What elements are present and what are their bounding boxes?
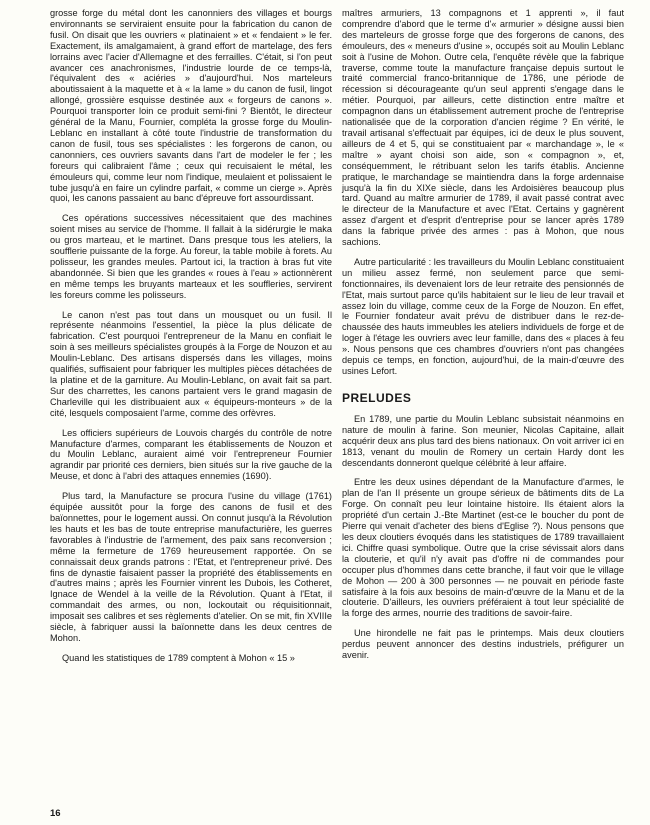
section-heading: PRELUDES (342, 390, 412, 405)
paragraph: Le canon n'est pas tout dans un mousquet ou un fusil. Il représente néanmoins l'essentiel, la pièce la plus délicate de fabrication. C'est pourquoi l'entrepreneur de la Manu en confiait le soin à ses meilleurs spécialistes groupés à la Forge de Nouzon et au Moulin-Leblanc. Des artisans dispersés dans les villages, moins qualifiés, suffisaient pour fabriquer les multiples pièces détachées de la platine et de la garniture. Au Moulin-Leblanc, on avait fait sa part. Sur des charrettes, les canons partaient vers le grand magasin de Charleville qui les distribuaient aux « équipeurs-monteurs » de la cité, lesquels composaient l'arme, comme des orfèvres. (50, 309, 332, 418)
paragraph: En 1789, une partie du Moulin Leblanc subsistait néanmoins en nature de moulin à farine. Son meunier, Nicolas Capitaine, allait acquérir deux ans plus tard des biens nationaux. On voit arriver ici en 1813, venant du moulin de Romery un certain Hardy dont les descendants donneront quelque célébrité à leur affaire. (342, 413, 624, 468)
paragraph: maîtres armuriers, 13 compagnons et 1 apprenti », il faut comprendre d'abord que le terme d'« armurier » désigne aussi bien des marteleurs de grosse forge que des forgerons de canons, des émouleurs, des « meneurs d'usine », occupés soit au Moulin Leblanc soit à l'usine de Mohon. Outre cela, l'enquête révèle que la fabrique traverse, comme toute la manufacture française depuis surtout le traité commercial franco-britannique de 1786, une période de récession si décourageante qu'un seul apprenti s'engage dans le métier. Pourquoi, par ailleurs, cette distinction entre maître et compagnon dans un établissement autrement proche de l'entreprise nationalisée que de la corporation d'ancien régime ? En vérité, le travail artisanal s'effectuait par équipes, ici de deux le plus souvent, ailleurs de 4 et 5, qui se constituaient par « marchandage », le « maître » ayant choisi son aide, son « compagnon », et, conséquemment, le rétribuant selon les tarifs établis. Ancienne pratique, le marchandage se maintiendra dans la forge ardennaise jusqu'à la fin du XIXe siècle, dans les Ardoisières beaucoup plus tard. Quand au maître armurier de 1789, il avait passé contrat avec le directeur de la Manufacture et avec l'Etat. Certains y gagnèrent assez d'argent et d'esprit d'entreprise pour se lancer après 1789 dans la fabrique privée des armes : pas à Mohon, que nous sachions. (342, 8, 624, 248)
left-column (50, 8, 332, 673)
paragraph: Les officiers supérieurs de Louvois chargés du contrôle de notre Manufacture d'armes, comparant les établissements de Nouzon et du Moulin Leblanc, auraient aimé voir l'entrepreneur Fournier agrandir par priorité ces derniers, bien situés sur la rive gauche de la Meuse, et donc à l'abri des attaques ennemies (1690). (50, 427, 332, 482)
paragraph: Ces opérations successives nécessitaient que des machines soient mises au service de l'homme. Il fallait à la sidérurgie le maka ou gros marteau, et le martinet. Dans presque tous les ateliers, la soufflerie puissante de la forge. Au foreur, la table mobile à forets. Au polisseur, les grandes meules. Partout ici, la traction à bras fut vite abandonnée. Si bien que les grandes « roues à l'eau » actionnèrent en même temps les bruyants marteaux et les souffleries, servirent les foreurs comme les polisseurs. (50, 213, 332, 300)
paragraph: grosse forge du métal dont les canonniers des villages et bourgs environnants se serviraient ensuite pour la fabrication du canon de fusil. On disait que les ouvriers « platinaient » et « fendaient » le fer. Exactement, ils amalgamaient, à grand effort de martelage, des fers lorrains avec l'acier d'Allemagne et des ferrailles. C'était, si l'on peut avancer ces anachronismes, l'industrie lourde de ce temps-là, l'équivalent des « aciéries » d'aujourd'hui. Nos marteleurs aboutissaient à la maquette et à « la lame » du canon de fusil, lingot allongé, grossière esquisse destinée aux « forgeurs de canons ». Pourquoi transporter loin ce produit semi-fini ? Bientôt, le directeur général de la Manu, Fournier, compléta la grosse forge du Moulin-Leblanc en installant à côté toute l'industrie de transformation du canon de fusil, tous ses spécialistes : les forgerons de canon, ou canonniers, ces ouvriers savants dans l'art de modeler le fer ; les foreurs qui calibraient l'âme ; ceux qui recuisaient le métal, les émouleurs qui, comme leur nom l'indique, meulaient et polissaient le tube jusqu'à en faire un cylindre parfait, « comme un cierge ». Après quoi, les canons passaient au banc d'épreuve fort assourdissant. (50, 8, 332, 204)
paragraph: Entre les deux usines dépendant de la Manufacture d'armes, le plan de l'an II présente un groupe sérieux de bâtiments dits de La Forge. On connaît peu leur lointaine histoire. Ils étaient alors la propriété d'un certain J.-Bte Martinet (est-ce le boucher du pont de Pierre qui venait d'acheter des biens d'Eglise ?). Nous pensons que les deux cloutiers évoqués dans les statistiques de 1789 travaillaient ici. Chiffre quasi symbolique. Outre que la crise sévissait alors dans la clouterie, et qu'il n'y avait pas d'offre ni de commandes pour occuper plus d'hommes dans cette branche, il faut voir que le village de Mohon — 200 à 300 personnes — ne pouvait en période faste satisfaire à la fois aux besoins de main-d'œuvre de la Manu et de la clouterie. D'ailleurs, les ouvriers préféraient à tout leur spécialité de la forge des armes, nourrie des traditions de savoir-faire. (342, 477, 624, 619)
paragraph: Une hirondelle ne fait pas le printemps. Mais deux cloutiers perdus peuvent annoncer des destins industriels, préfigurer un avenir. (342, 628, 624, 661)
paragraph: Quand les statistiques de 1789 comptent à Mohon « 15 » (62, 652, 295, 663)
paragraph: Plus tard, la Manufacture se procura l'usine du village (1761) équipée aussitôt pour la forge des canons de fusil et des baïonnettes, pour le logement aussi. On connut jusqu'à la Révolution les hauts et les bas de toute entreprise manufacturière, les guerres favorables à l'industrie de l'armement, des paix sans reconversion ; même la fermeture de 1769 heureusement rapportée. On se connaissait deux grands patrons : l'Etat, et l'entrepreneur privé. Des fins de dynastie faisaient passer la propriété des établissements en d'autres mains ; après les Fournier vinrent les Dubois, les Cotheret, Ignace de Wendel à la veille de la Révolution. Quant à l'Etat, il commandait des armes, ou non, lockoutait ou réquisitionnait, imposait ses calibres et ses règlements d'atelier. On se mit, fin XVIIIe siècle, à fabriquer aussi la baïonnette dans les deux centres de Mohon. (50, 491, 332, 643)
paragraph: Autre particularité : les travailleurs du Moulin Leblanc constituaient un milieu assez fermé, non seulement parce que semi-fonctionnaires, ils devenaient lors de leur retraite des pensionnés de l'Etat, mais surtout parce qu'ils habitaient sur le lieu de leur travail et assez loin du village, comme ceux de la Forge de Nouzon. En effet, le Fournier fondateur avait prévu de distribuer dans le rez-de-chaussée des hauts immeubles les ateliers individuels de forge et de loger à l'étage les ouvriers avec leur famille, dans des « places à feu ». Nous pensons que ces chambres d'ouvriers n'ont pas changées depuis ce temps, en fonction, aujourd'hui, de la main-d'œuvre des usines Lefort. (342, 256, 624, 376)
page-number: 16 (50, 808, 61, 819)
right-column (342, 8, 624, 670)
